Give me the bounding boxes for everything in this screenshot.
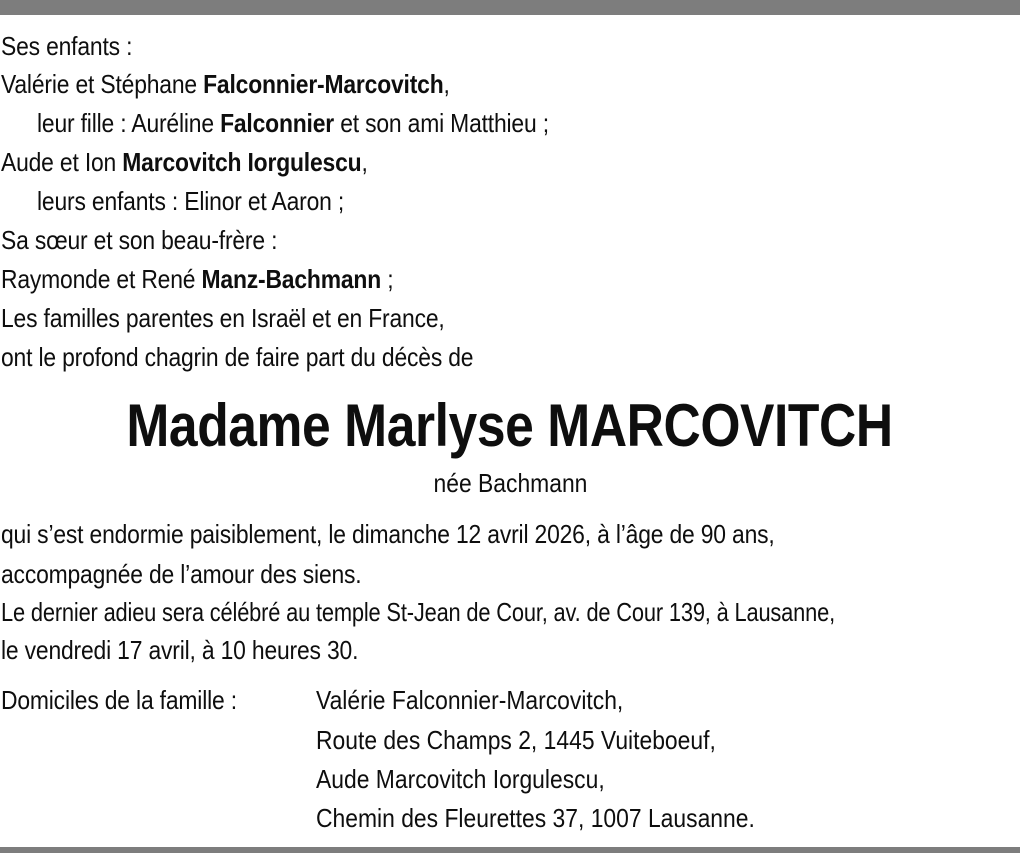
child1-surname: Falconnier-Marcovitch (203, 69, 444, 99)
child2-punct: , (361, 147, 368, 177)
child1-family-line (37, 105, 549, 141)
child2-names: Aude et Ion (1, 147, 123, 177)
maiden-name (0, 463, 1020, 503)
maiden-name-text: née Bachmann (433, 468, 587, 498)
domicile-line: Valérie Falconnier-Marcovitch, (316, 685, 624, 715)
ceremony-line-1: Le dernier adieu sera célébré au temple St-Jean de Cour, av. de Cour 139, à Lausanne, (1, 597, 835, 627)
bottom-rule (0, 847, 1020, 853)
ceremony-line-2: le vendredi 17 avril, à 10 heures 30. (1, 635, 359, 665)
sibling-intro-line: Sa sœur et son beau-frère : (1, 225, 278, 255)
passing-line-1: qui s’est endormie paisiblement, le dimanche 12 avril 2026, à l’âge de 90 ans, (1, 519, 775, 549)
top-rule (0, 0, 1020, 15)
sibling-line (1, 261, 393, 297)
passing-line-2: accompagnée de l’amour des siens. (1, 559, 362, 589)
domicile-line: Chemin des Fleurettes 37, 1007 Lausanne. (316, 803, 755, 833)
domiciles-label: Domiciles de la famille : (1, 685, 237, 715)
announcement-line: ont le profond chagrin de faire part du décès de (1, 342, 474, 372)
child1-family-surname: Falconnier (220, 108, 335, 138)
child1-punct: , (443, 69, 450, 99)
child1-line (1, 66, 450, 102)
domicile-line: Aude Marcovitch Iorgulescu, (316, 764, 605, 794)
deceased-name-text: Madame Marlyse MARCOVITCH (126, 392, 894, 459)
domicile-line: Route des Champs 2, 1445 Vuiteboeuf, (316, 725, 716, 755)
child2-family-line: leurs enfants : Elinor et Aaron ; (37, 186, 345, 216)
relatives-line: Les familles parentes en Israël et en France, (1, 303, 445, 333)
child1-family-prefix: leur fille : Auréline (37, 108, 221, 138)
child1-names: Valérie et Stéphane (1, 69, 204, 99)
intro-line: Ses enfants : (1, 31, 133, 61)
child1-family-suffix: et son ami Matthieu ; (334, 108, 549, 138)
sibling-names: Raymonde et René (1, 264, 202, 294)
sibling-surname: Manz-Bachmann (201, 264, 382, 294)
child2-line (1, 144, 368, 180)
child2-surname: Marcovitch Iorgulescu (122, 147, 362, 177)
deceased-name (0, 390, 1020, 462)
sibling-punct: ; (381, 264, 394, 294)
